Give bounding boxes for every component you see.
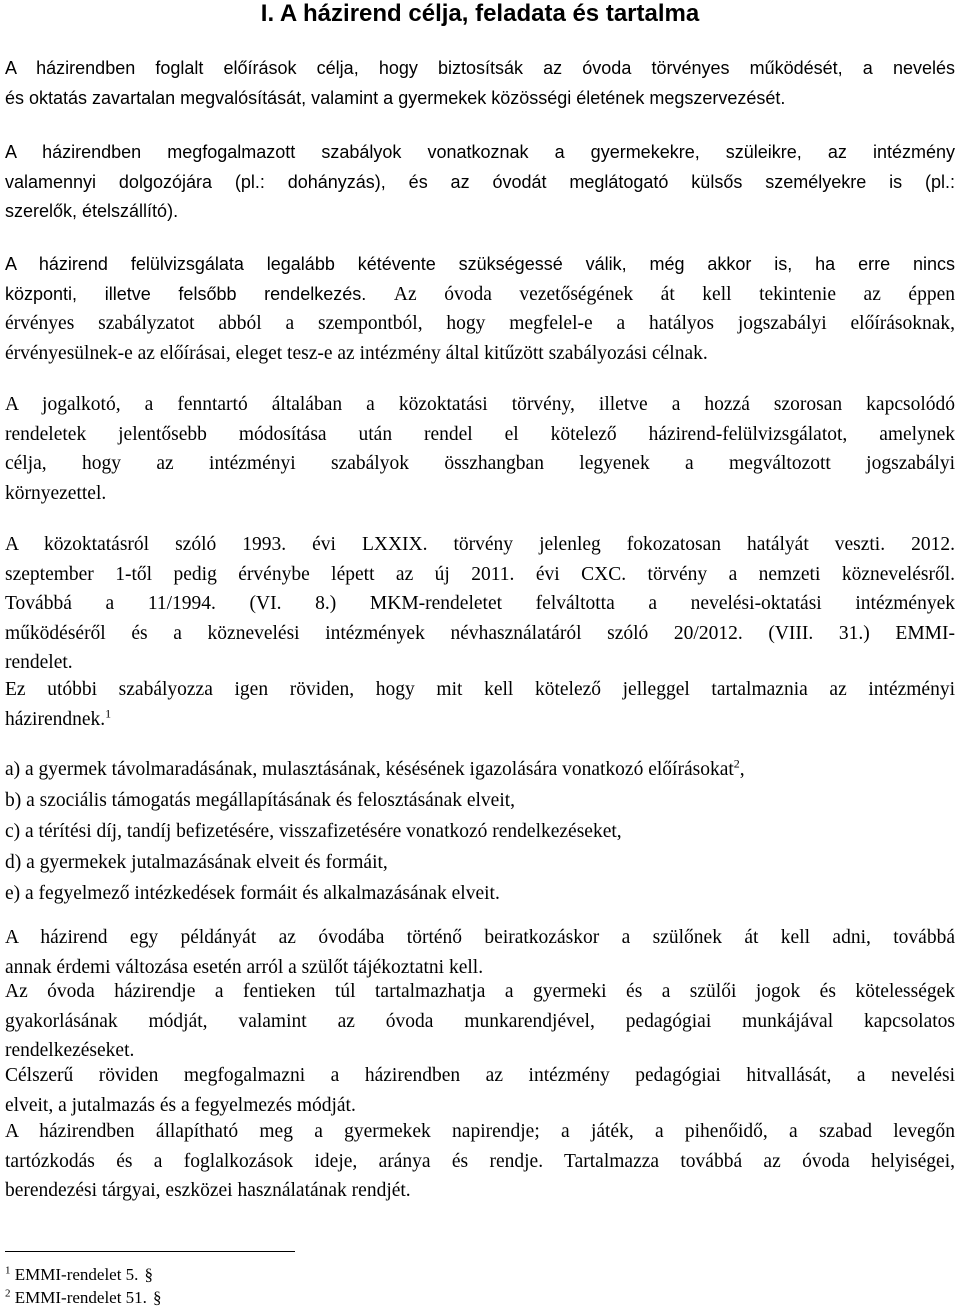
text-line: rendeletek jelentősebb módosítása után rendel el kötelező házirend-felülvizsgálatot, amelynek: [5, 423, 955, 445]
text-line: célja, hogy az intézményi szabályok összhangban legyenek a megváltozott jogszabályi: [5, 453, 955, 475]
footnote-text: EMMI-rendelet 51.: [14, 1288, 147, 1307]
text-line: A házirend egy példányát az óvodába történő beiratkozáskor a szülőnek át kell adni, továbbá: [5, 927, 955, 948]
text-line: Célszerű röviden megfogalmazni a házirendben az intézmény pedagógiai hitvallását, a nevelési: [5, 1065, 955, 1086]
text-line: rendelkezéseket.: [5, 1040, 135, 1062]
text-fragment: házirendnek.: [5, 708, 106, 730]
list-item: c) a térítési díj, tandíj befizetésére, visszafizetésére vonatkozó rendelkezéseket,: [5, 821, 622, 842]
text-fragment: központi, illetve felsőbb rendelkezés.: [5, 283, 367, 304]
text-fragment: Az óvoda vezetőségének át kell tekintenie az éppen: [393, 283, 955, 305]
section-sign: §: [144, 1265, 153, 1284]
text-line: A házirendben megfogalmazott szabályok vonatkoznak a gyermekekre, szüleikre, az intézmény: [5, 142, 955, 162]
text-line: Az óvoda házirendje a fentieken túl tartalmazhatja a gyermeki és a szülői jogok és kötelességek: [5, 981, 955, 1002]
text-line: [5, 280, 955, 310]
footnote-text: EMMI-rendelet 5.: [14, 1265, 139, 1284]
list-item: e) a fegyelmező intézkedések formáit és alkalmazásának elveit.: [5, 883, 500, 904]
paragraph-review: [5, 250, 955, 368]
text-line: működéséről és a köznevelési intézmények névhasználatáról szóló 20/2012. (VIII. 31.) EMMI-: [5, 622, 955, 644]
paragraph-schedule: [5, 1117, 955, 1206]
text-line: A házirendben állapítható meg a gyermekek napirendje; a játék, a pihenőidő, a szabad levegőn: [5, 1121, 955, 1142]
list-item: b) a szociális támogatás megállapításának és felosztásának elveit,: [5, 790, 516, 811]
text-line: és oktatás zavartalan megvalósítását, valamint a gyermekek közösségi életének megszervezését.: [5, 87, 786, 108]
list-item-text: a) a gyermek távolmaradásának, mulasztásának, késésének igazolására vonatkozó előírásokat: [5, 759, 734, 780]
footnote-divider: [5, 1251, 295, 1252]
paragraph-copy: [5, 923, 955, 982]
paragraph-purpose: [5, 54, 955, 113]
text-line: valamennyi dolgozójára (pl.: dohányzás), és az óvodát meglátogató külsős személyekre is (pl.:: [5, 171, 955, 192]
paragraph-regulation: [5, 675, 955, 734]
text-line: Ez utóbbi szabályozza igen röviden, hogy mit kell kötelező jelleggel tartalmaznia az intézményi: [5, 679, 955, 700]
text-line: A közoktatásról szóló 1993. évi LXXIX. törvény jelenleg fokozatosan hatályát veszti. 2012.: [5, 534, 955, 555]
section-sign: §: [152, 1288, 162, 1307]
footnote: [5, 1287, 161, 1309]
text-line: elveit, a jutalmazás és a fegyelmezés módját.: [5, 1094, 356, 1116]
footnote-ref: 1: [105, 706, 112, 721]
list-item-text: ,: [739, 759, 745, 780]
text-line: szeptember 1-től pedig érvénybe lépett az új 2011. évi CXC. törvény a nemzeti köznevelésről.: [5, 563, 955, 585]
text-line: tartózkodás és a foglalkozások ideje, aránya és rendje. Tartalmazza továbbá az óvoda helyiségei,: [5, 1150, 955, 1172]
paragraph-rights: [5, 977, 955, 1066]
paragraph-scope: [5, 138, 955, 227]
text-line: gyakorlásának módját, valamint az óvoda munkarendjével, pedagógiai munkájával kapcsolatos: [5, 1010, 955, 1032]
footnote-number: 2: [5, 1287, 11, 1300]
paragraph-law: [5, 530, 955, 678]
footnote-number: 1: [5, 1264, 11, 1277]
text-line: A házirendben foglalt előírások célja, hogy biztosítsák az óvoda törvényes működését, a nevelés: [5, 58, 955, 78]
paragraph-values: [5, 1061, 955, 1120]
text-line: [5, 705, 955, 735]
text-line: Továbbá a 11/1994. (VI. 8.) MKM-rendeletet felváltotta a nevelési-oktatási intézmények: [5, 593, 955, 615]
footnote-ref: 2: [733, 756, 740, 771]
text-line: környezettel.: [5, 482, 107, 504]
text-line: berendezési tárgyai, eszközei használatának rendjét.: [5, 1180, 411, 1202]
footnote: [5, 1264, 153, 1286]
text-line: rendelet.: [5, 652, 73, 674]
requirements-list: [5, 754, 955, 909]
text-line: annak érdemi változása esetén arról a szülőt tájékoztatni kell.: [5, 956, 484, 978]
list-item: d) a gyermekek jutalmazásának elveit és formáit,: [5, 852, 388, 873]
text-line: szerelők, ételszállító).: [5, 201, 179, 222]
text-line: A házirend felülvizsgálata legalább kétévente szükségessé válik, még akkor is, ha erre nincs: [5, 254, 955, 274]
text-line: A jogalkotó, a fenntartó általában a közoktatási törvény, illetve a hozzá szorosan kapcsolódó: [5, 394, 955, 415]
page-title: I. A házirend célja, feladata és tartalma: [260, 0, 700, 27]
text-line: érvényesülnek-e az előírásai, eleget tesz-e az intézmény által kitűzött szabályozási célnak.: [5, 342, 708, 364]
list-item: [5, 754, 955, 785]
text-line: érvényes szabályzatot abból a szempontból, hogy megfelel-e a hatályos jogszabályi előírásoknak,: [5, 313, 955, 335]
paragraph-legislator: [5, 390, 955, 508]
